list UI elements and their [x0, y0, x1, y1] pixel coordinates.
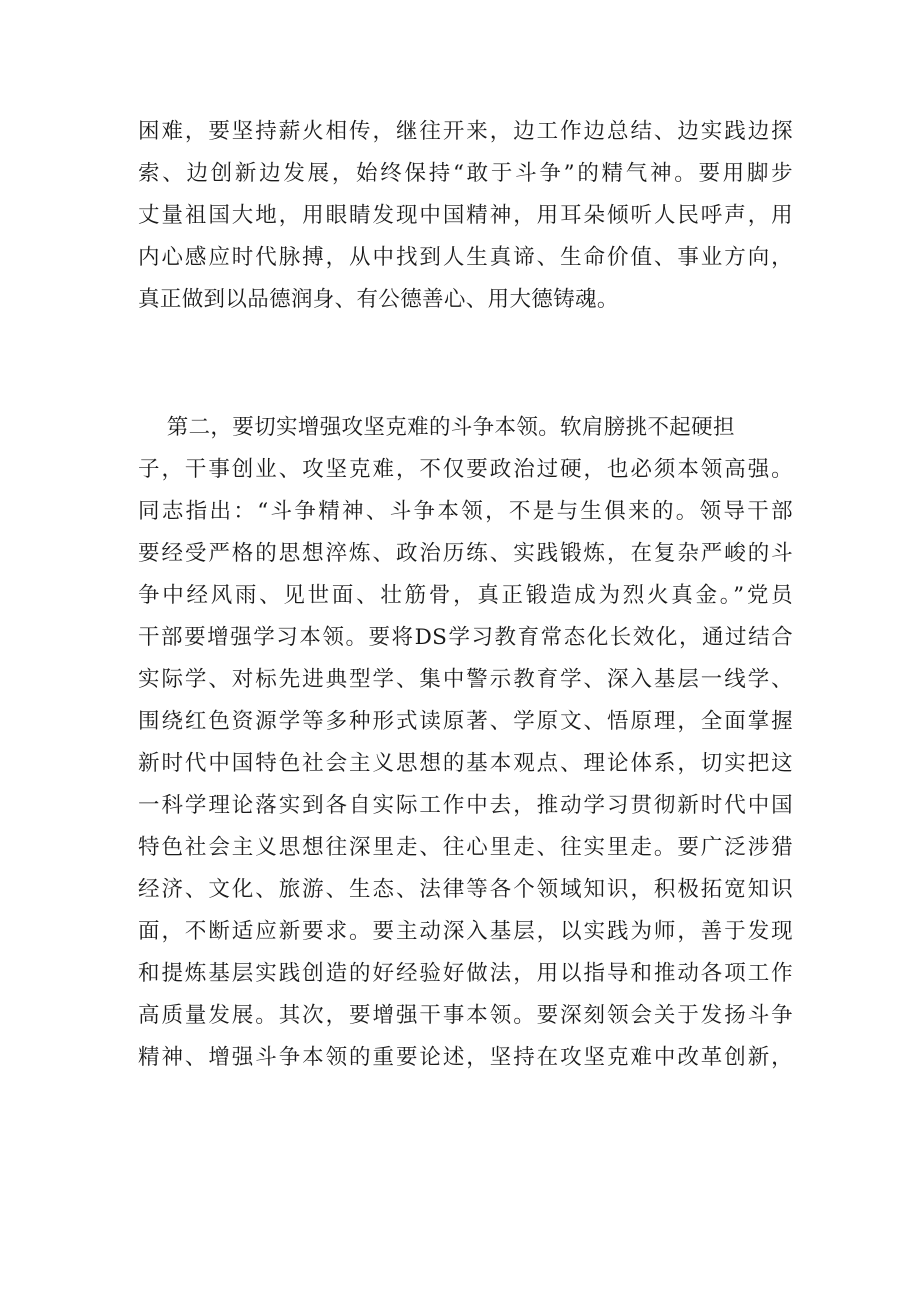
paragraph-line: 同志指出：“斗争精神、斗争本领，不是与生俱来的。领导干部	[138, 499, 793, 524]
paragraph-line: 一科学理论落实到各自实际工作中去，推动学习贯彻新时代中国	[138, 793, 793, 818]
paragraph-line: 子，干事创业、攻坚克难，不仅要政治过硬，也必须本领高强。	[138, 457, 793, 482]
paragraph-line-last: 真正做到以品德润身、有公德善心、用大德铸魂。	[138, 287, 619, 312]
paragraph-line: 和提炼基层实践创造的好经验好做法，用以指导和推动各项工作	[138, 961, 793, 986]
paragraph-line-indented: 第二，要切实增强攻坚克难的斗争本领。软肩膀挑不起硬担	[138, 415, 735, 440]
paragraph-1	[138, 111, 793, 321]
paragraph-line: 精神、增强斗争本领的重要论述，坚持在攻坚克难中改革创新，	[138, 1045, 793, 1070]
paragraph-line: 面，不断适应新要求。要主动深入基层，以实践为师，善于发现	[138, 919, 793, 944]
paragraph-line: 内心感应时代脉搏，从中找到人生真谛、生命价值、事业方向，	[138, 245, 793, 270]
paragraph-line: 特色社会主义思想往深里走、往心里走、往实里走。要广泛涉猎	[138, 835, 793, 860]
paragraph-line: 困难，要坚持薪火相传，继往开来，边工作边总结、边实践边探	[138, 119, 793, 144]
paragraph-line: 索、边创新边发展，始终保持“敢于斗争”的精气神。要用脚步	[138, 161, 793, 186]
paragraph-line: 经济、文化、旅游、生态、法律等各个领域知识，积极拓宽知识	[138, 877, 793, 902]
paragraph-2	[138, 407, 793, 1079]
paragraph-line: 要经受严格的思想淬炼、政治历练、实践锻炼，在复杂严峻的斗	[138, 541, 793, 566]
paragraph-line: 丈量祖国大地，用眼睛发现中国精神，用耳朵倾听人民呼声，用	[138, 203, 793, 228]
paragraph-line: 实际学、对标先进典型学、集中警示教育学、深入基层一线学、	[138, 667, 793, 692]
paragraph-line: 围绕红色资源学等多种形式读原著、学原文、悟原理，全面掌握	[138, 709, 793, 734]
paragraph-line: 争中经风雨、见世面、壮筋骨，真正锻造成为烈火真金。”党员	[138, 583, 793, 608]
paragraph-line: 高质量发展。其次，要增强干事本领。要深刻领会关于发扬斗争	[138, 1003, 793, 1028]
paragraph-line: 新时代中国特色社会主义思想的基本观点、理论体系，切实把这	[138, 751, 793, 776]
paragraph-line: 干部要增强学习本领。要将DS学习教育常态化长效化，通过结合	[138, 625, 793, 650]
